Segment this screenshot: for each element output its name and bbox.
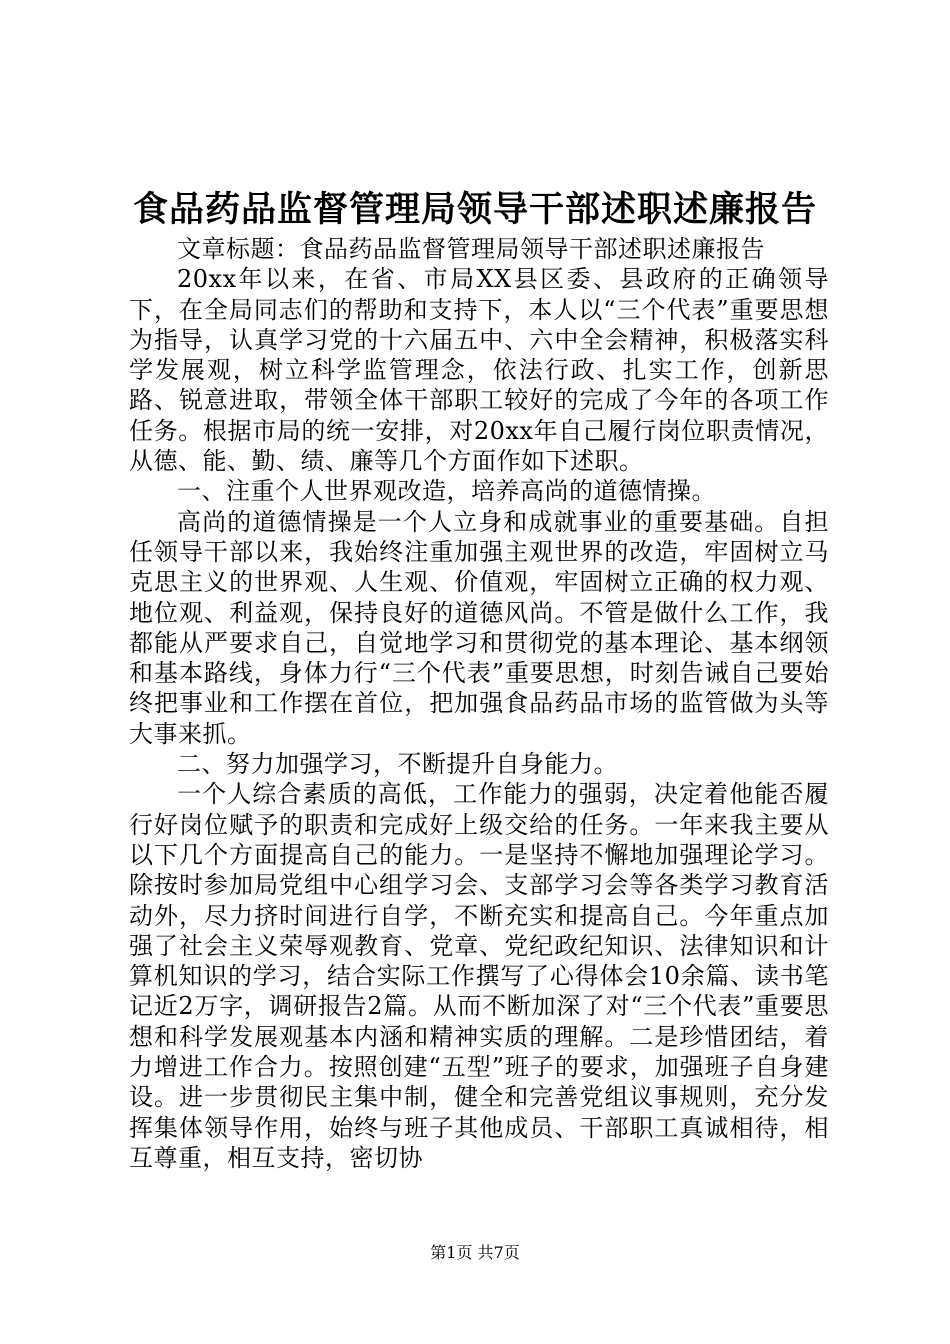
body-paragraph: 高尚的道德情操是一个人立身和成就事业的重要基础。自担任领导干部以来，我始终注重加强主观世界的改造，牢固树立马克思主义的世界观、人生观、价值观，牢固树立正确的权力观、地位观、利益观，保持良好的道德风尚。不管是做什么工作，我都能从严要求自己，自觉地学习和贯彻党的基本理论、基本纲领和基本路线，身体力行“三个代表”重要思想，时刻告诫自己要始终把事业和工作摆在首位，把加强食品药品市场的监管做为头等大事来抓。 xyxy=(129,507,829,748)
page-number: 第1页 共7页 xyxy=(430,1243,520,1262)
section-heading: 一、注重个人世界观改造，培养高尚的道德情操。 xyxy=(177,477,716,506)
document-body xyxy=(129,234,829,1173)
document-title: 食品药品监督管理局领导干部述职述廉报告 xyxy=(132,189,817,230)
body-paragraph: 一个人综合素质的高低，工作能力的强弱，决定着他能否履行好岗位赋予的职责和完成好上级交给的任务。一年来我主要从以下几个方面提高自己的能力。一是坚持不懈地加强理论学习。除按时参加局党组中心组学习会、支部学习会等各类学习教育活动外，尽力挤时间进行自学，不断充实和提高自己。今年重点加强了社会主义荣辱观教育、党章、党纪政纪知识、法律知识和计算机知识的学习，结合实际工作撰写了心得体会10余篇、读书笔记近2万字，调研报告2篇。从而不断加深了对“三个代表”重要思想和科学发展观基本内涵和精神实质的理解。二是珍惜团结，着力增进工作合力。按照创建“五型”班子的要求，加强班子自身建设。进一步贯彻民主集中制，健全和完善党组议事规则，充分发挥集体领导作用，始终与班子其他成员、干部职工真诚相待，相互尊重，相互支持，密切协 xyxy=(129,780,829,1172)
section-heading: 二、努力加强学习，不断提升自身能力。 xyxy=(177,750,618,779)
body-paragraph: 20xx年以来，在省、市局XX县区委、县政府的正确领导下，在全局同志们的帮助和支持下，本人以“三个代表”重要思想为指导，认真学习党的十六届五中、六中全会精神，积极落实科学发展观，树立科学监管理念，依法行政、扎实工作，创新思路、锐意进取，带领全体干部职工较好的完成了今年的各项工作任务。根据市局的统一安排，对20xx年自己履行岗位职责情况，从德、能、勤、绩、廉等几个方面作如下述职。 xyxy=(129,265,829,476)
article-title-line: 文章标题：食品药品监督管理局领导干部述职述廉报告 xyxy=(177,235,765,263)
